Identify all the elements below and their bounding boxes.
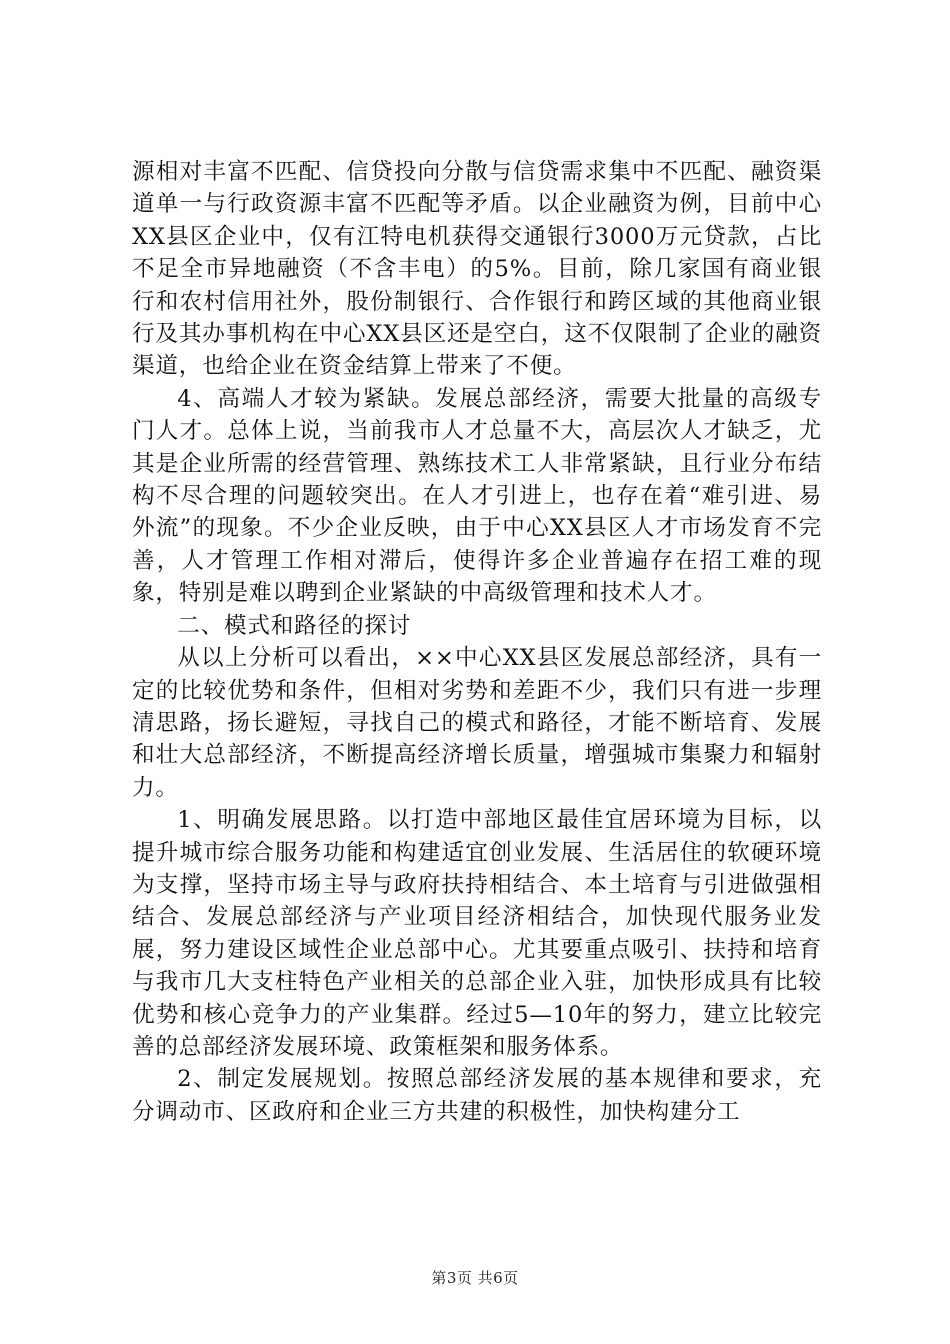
document-body — [132, 156, 822, 1128]
paragraph-development-plan: 2、制定发展规划。按照总部经济发展的基本规律和要求，充分调动市、区政府和企业三方共建的积极性，加快构建分工 — [132, 1066, 822, 1125]
paragraph-talent-shortage: 4、高端人才较为紧缺。发展总部经济，需要大批量的高级专门人才。总体上说，当前我市人才总量不大，高层次人才缺乏，尤其是企业所需的经营管理、熟练技术工人非常紧缺，且行业分布结构不尽合理的问题较突出。在人才引进上，也存在着“难引进、易外流”的现象。不少企业反映，由于中心XX县区人才市场发育不完善，人才管理工作相对滞后，使得许多企业普遍存在招工难的现象，特别是难以聘到企业紧缺的中高级管理和技术人才。 — [132, 385, 822, 607]
paragraph-analysis: 从以上分析可以看出，××中心XX县区发展总部经济，具有一定的比较优势和条件，但相对劣势和差距不少，我们只有进一步理清思路，扬长避短，寻找自己的模式和路径，才能不断培育、发展和壮大总部经济，不断提高经济增长质量，增强城市集聚力和辐射力。 — [132, 645, 822, 801]
section-heading: 二、模式和路径的探讨 — [177, 612, 412, 639]
paragraph-continued: 源相对丰富不匹配、信贷投向分散与信贷需求集中不匹配、融资渠道单一与行政资源丰富不匹配等矛盾。以企业融资为例，目前中心XX县区企业中，仅有江特电机获得交通银行3000万元贷款，占比不足全市异地融资（不含丰电）的5%。目前，除几家国有商业银行和农村信用社外，股份制银行、合作银行和跨区域的其他商业银行及其办事机构在中心XX县区还是空白，这不仅限制了企业的融资渠道，也给企业在资金结算上带来了不便。 — [132, 159, 822, 380]
page-number-footer: 第3页 共6页 — [431, 1269, 519, 1287]
paragraph-development-approach: 1、明确发展思路。以打造中部地区最佳宜居环境为目标，以提升城市综合服务功能和构建适宜创业发展、生活居住的软硬环境为支撑，坚持市场主导与政府扶持相结合、本土培育与引进做强相结合、发展总部经济与产业项目经济相结合，加快现代服务业发展，努力建设区域性企业总部中心。尤其要重点吸引、扶持和培育与我市几大支柱特色产业相关的总部企业入驻，加快形成具有比较优势和核心竞争力的产业集群。经过5—10年的努力，建立比较完善的总部经济发展环境、政策框架和服务体系。 — [132, 807, 822, 1060]
